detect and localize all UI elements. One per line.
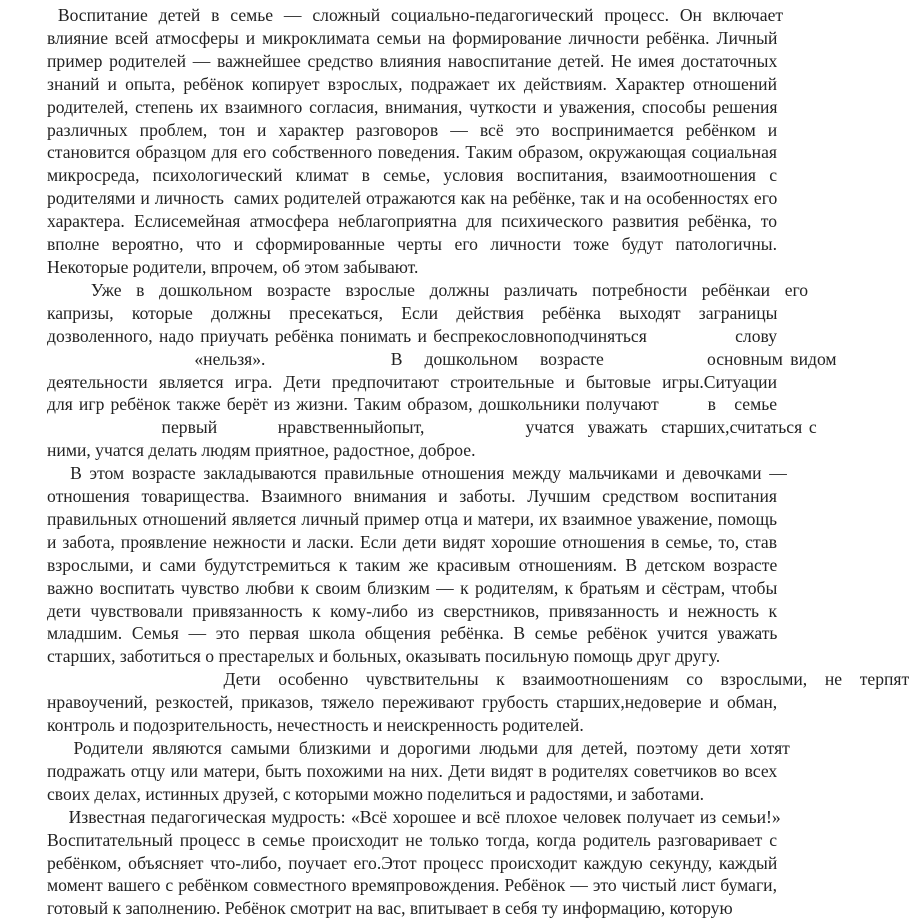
text-line: различных проблем, тон и характер разговоров — всё это воспринимается ребёнком и <box>47 119 778 140</box>
text-line: родителями и личность самих родителей отражаются как на ребёнке, так и на особенностях его <box>47 188 778 209</box>
text-line: влияние всей атмосферы и микроклимата семьи на формирование личности ребёнка. Личный <box>47 27 778 48</box>
text-line: правильных отношений является личный пример отца и матери, их взаимное уважение, помощь <box>47 508 778 529</box>
paragraph-boys-girls-relations <box>33 462 787 668</box>
text-line: деятельности является игра. Дети предпочитают строительные и бытовые игры.Ситуации <box>47 371 777 392</box>
paragraph-preschool-age <box>33 279 837 462</box>
text-line: и забота, проявление нежности и ласки. Если дети видят хорошие отношения в семье, то, став <box>47 531 777 552</box>
text-line: для игр ребёнок также берёт из жизни. Таким образом, дошкольники получают в семье <box>47 394 778 415</box>
text-line: нравоучений, резкостей, приказов, тяжело переживают грубость старших,недоверие и обман, <box>47 692 778 713</box>
text-line: Дети особенно чувствительны к взаимоотношениям со взрослыми, не терпят <box>47 669 909 690</box>
text-line: важно воспитать чувство любви к своим близким — к родителям, к братьям и сёстрам, чтобы <box>47 577 778 598</box>
text-line: Некоторые родители, впрочем, об этом забывают. <box>47 256 419 277</box>
text-line: становится образцом для его собственного поведения. Таким образом, окружающая социальная <box>47 142 777 163</box>
text-line: контроль и подозрительность, нечестность и неискренность родителей. <box>47 715 584 736</box>
text-line: Родители являются самыми близкими и дорогими людьми для детей, поэтому дети хотят <box>47 738 790 758</box>
paragraph-children-sensitivity <box>33 668 909 737</box>
text-line: момент вашего с ребёнком совместного времяпровождения. Ребёнок — это чистый лист бумаги, <box>47 875 777 896</box>
paragraph-parents-closest <box>33 737 790 806</box>
text-line: микросреда, психологический климат в семье, условия воспитания, взаимоотношения с <box>47 165 777 186</box>
text-line: ними, учатся делать людям приятное, радостное, доброе. <box>47 440 476 461</box>
paragraph-family-upbringing <box>33 4 784 279</box>
text-line: взрослыми, и сами будутстремиться к таким же красивым отношениям. В детском возрасте <box>47 554 778 575</box>
text-line: В этом возрасте закладываются правильные отношения между мальчиками и девочками — <box>47 463 787 484</box>
text-line: ребёнком, объясняет что-либо, поучает его.Этот процесс происходит каждую секунду, каждый <box>47 852 778 873</box>
text-line: характера. Еслисемейная атмосфера неблагоприятна для психического развития ребёнка, то <box>47 211 777 232</box>
document-page <box>33 4 909 920</box>
text-line: родителей, степень их взаимного согласия, внимания, чуткости и уважения, способы решения <box>47 96 778 117</box>
paragraph-pedagogical-wisdom <box>33 806 781 920</box>
text-line: Известная педагогическая мудрость: «Всё хорошее и всё плохое человек получает из семьи!» <box>47 806 781 827</box>
text-line: знаний и опыта, ребёнок копирует взрослых, подражает их действиям. Характер отношений <box>47 73 777 94</box>
text-line: Воспитательный процесс в семье происходит не только тогда, когда родитель разговаривает с <box>47 829 778 850</box>
text-line: Воспитание детей в семье — сложный социально-педагогический процесс. Он включает <box>47 5 784 25</box>
text-line: «нельзя». В дошкольном возрасте основным видом <box>47 348 837 369</box>
text-line: капризы, которые должны пресекаться, Если действия ребёнка выходят заграницы <box>47 302 778 323</box>
text-line: своих делах, истинных друзей, с которыми можно поделиться и радостями, и заботами. <box>47 783 705 804</box>
text-line: вполне вероятно, что и сформированные черты его личности тоже будут патологичны. <box>47 234 777 255</box>
text-line: младшим. Семья — это первая школа общения ребёнка. В семье ребёнок учится уважать <box>47 623 778 644</box>
text-line: готовый к заполнению. Ребёнок смотрит на вас, впитывает в себя ту информацию, которую <box>47 898 733 919</box>
text-line: дозволенного, надо приучать ребёнка понимать и беспрекословноподчиняться слову <box>47 325 777 346</box>
text-line: дети чувствовали привязанность к кому-либо из сверстников, привязанность и нежность к <box>47 600 778 621</box>
text-line: подражать отцу или матери, быть похожими на них. Дети видят в родителях советчиков во всех <box>47 760 778 781</box>
text-line: Уже в дошкольном возрасте взрослые должны различать потребности ребёнкаи его <box>47 279 809 300</box>
text-line: первый нравственныйопыт, учатся уважать старших,считаться с <box>47 417 817 438</box>
text-line: отношения товарищества. Взаимного внимания и заботы. Лучшим средством воспитания <box>47 486 777 507</box>
text-line: пример родителей — важнейшее средство влияния навоспитание детей. Не имея достаточных <box>47 50 778 71</box>
text-line: старших, заботиться о престарелых и больных, оказывать посильную помощь друг другу. <box>47 646 721 667</box>
